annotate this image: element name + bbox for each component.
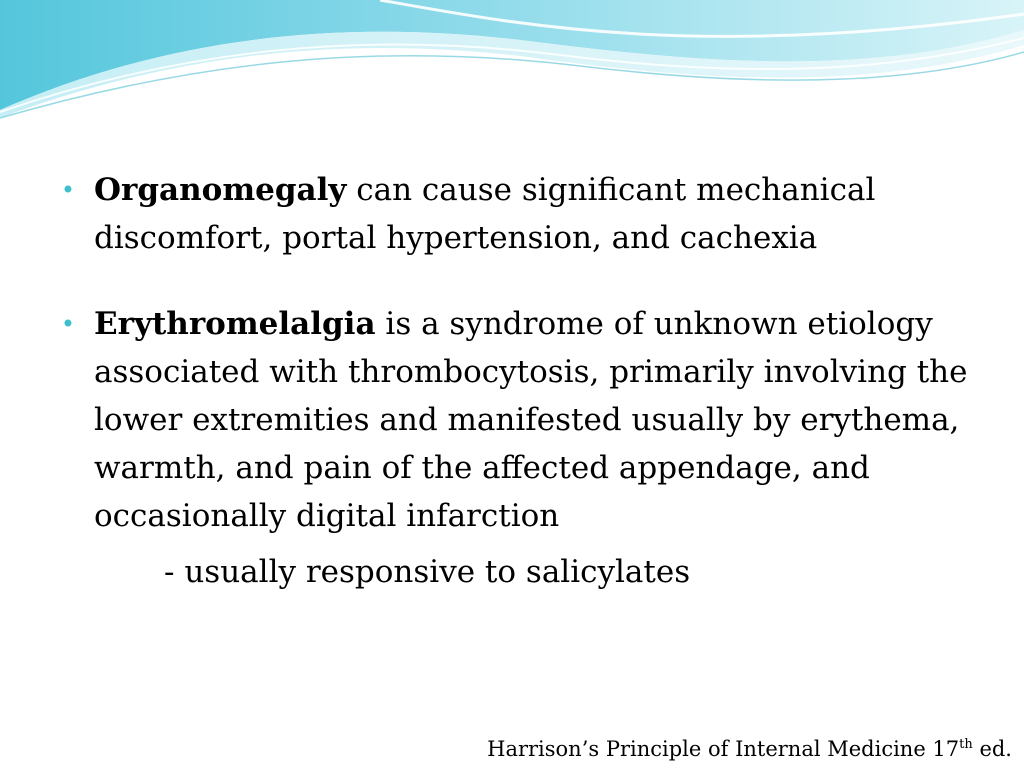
- bullet-dot-icon: •: [60, 176, 76, 204]
- citation: [487, 736, 1012, 762]
- sub-note: - usually responsive to salicylates: [164, 554, 691, 590]
- citation-superscript: th: [959, 737, 973, 752]
- citation-suffix: ed.: [972, 737, 1012, 761]
- bullet-text: can cause significant mechanical discomfort, portal hypertension, and cachexia: [94, 172, 876, 256]
- citation-text: Harrison’s Principle of Internal Medicine 17: [487, 737, 960, 761]
- bullet-term: Erythromelalgia: [94, 306, 376, 342]
- bullet-item-organomegaly: [58, 166, 978, 262]
- bullet-item-erythromelalgia: [58, 300, 978, 540]
- bullet-term: Organomegaly: [94, 172, 347, 208]
- bullet-dot-icon: •: [60, 310, 76, 338]
- bullet-text: is a syndrome of unknown etiology associated with thrombocytosis, primarily involving the lower extremities and manifested usually by erythema, warmth, and pain of the affected appendage, and occasionally digital infarction: [94, 306, 968, 534]
- slide-body: [58, 166, 978, 596]
- header-wave-decoration: [0, 0, 1024, 130]
